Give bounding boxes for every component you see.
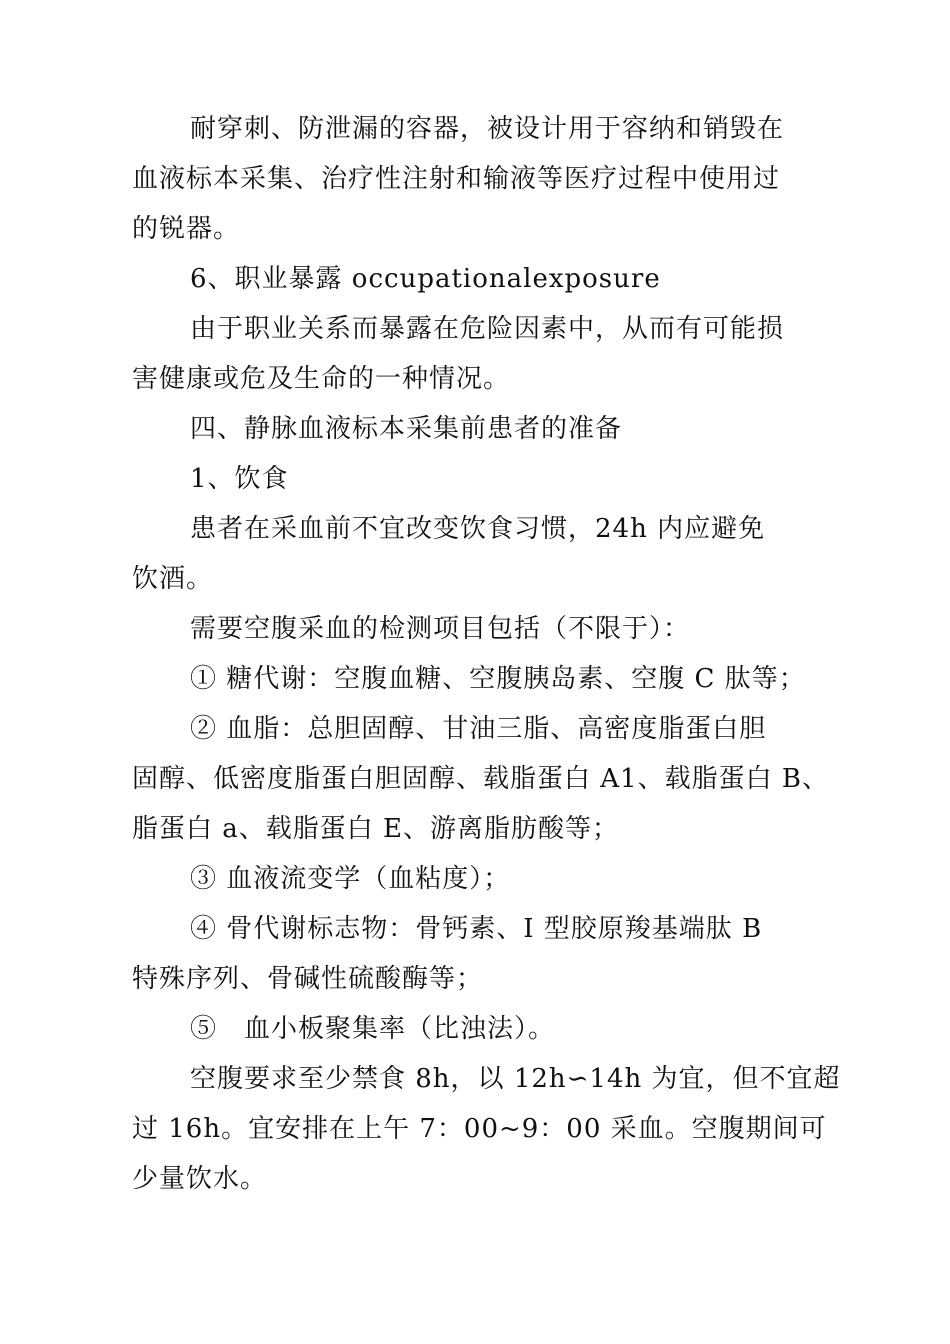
- paragraph-line: 过 16h。宜安排在上午 7：00~9：00 采血。空腹期间可: [132, 1114, 827, 1144]
- section-heading: 四、静脉血液标本采集前患者的准备: [190, 414, 623, 444]
- paragraph-line: 害健康或危及生命的一种情况。: [132, 364, 511, 394]
- paragraph-line: 空腹要求至少禁食 8h，以 12h∽14h 为宜，但不宜超: [190, 1064, 841, 1094]
- list-item-continuation: 固醇、低密度脂蛋白胆固醇、载脂蛋白 A1、载脂蛋白 B、: [132, 764, 829, 794]
- paragraph-line: 需要空腹采血的检测项目包括（不限于）：: [190, 614, 691, 644]
- list-item: ① 糖代谢：空腹血糖、空腹胰岛素、空腹 C 肽等；: [190, 664, 806, 694]
- list-item-continuation: 特殊序列、骨碱性硫酸酶等；: [132, 964, 484, 994]
- section-heading: 6、职业暴露 occupationalexposure: [190, 264, 661, 294]
- paragraph-line: 耐穿刺、防泄漏的容器，被设计用于容纳和销毁在: [190, 114, 785, 144]
- paragraph-line: 由于职业关系而暴露在危险因素中，从而有可能损: [190, 314, 785, 344]
- list-item-continuation: 脂蛋白 a、载脂蛋白 E、游离脂肪酸等；: [132, 814, 620, 844]
- list-item: ② 血脂：总胆固醇、甘油三脂、高密度脂蛋白胆: [190, 714, 767, 744]
- paragraph-line: 患者在采血前不宜改变饮食习惯，24h 内应避免: [190, 514, 766, 544]
- list-item: ⑤ 血小板聚集率（比浊法）。: [190, 1014, 556, 1044]
- list-item: ③ 血液流变学（血粘度）；: [190, 864, 511, 894]
- paragraph-line: 的锐器。: [132, 214, 241, 244]
- paragraph-line: 饮酒。: [132, 564, 214, 594]
- list-item: ④ 骨代谢标志物：骨钙素、I 型胶原羧基端肽 B: [190, 914, 763, 944]
- paragraph-line: 少量饮水。: [132, 1164, 268, 1194]
- subsection-heading: 1、饮食: [190, 464, 289, 494]
- paragraph-line: 血液标本采集、治疗性注射和输液等医疗过程中使用过: [132, 164, 781, 194]
